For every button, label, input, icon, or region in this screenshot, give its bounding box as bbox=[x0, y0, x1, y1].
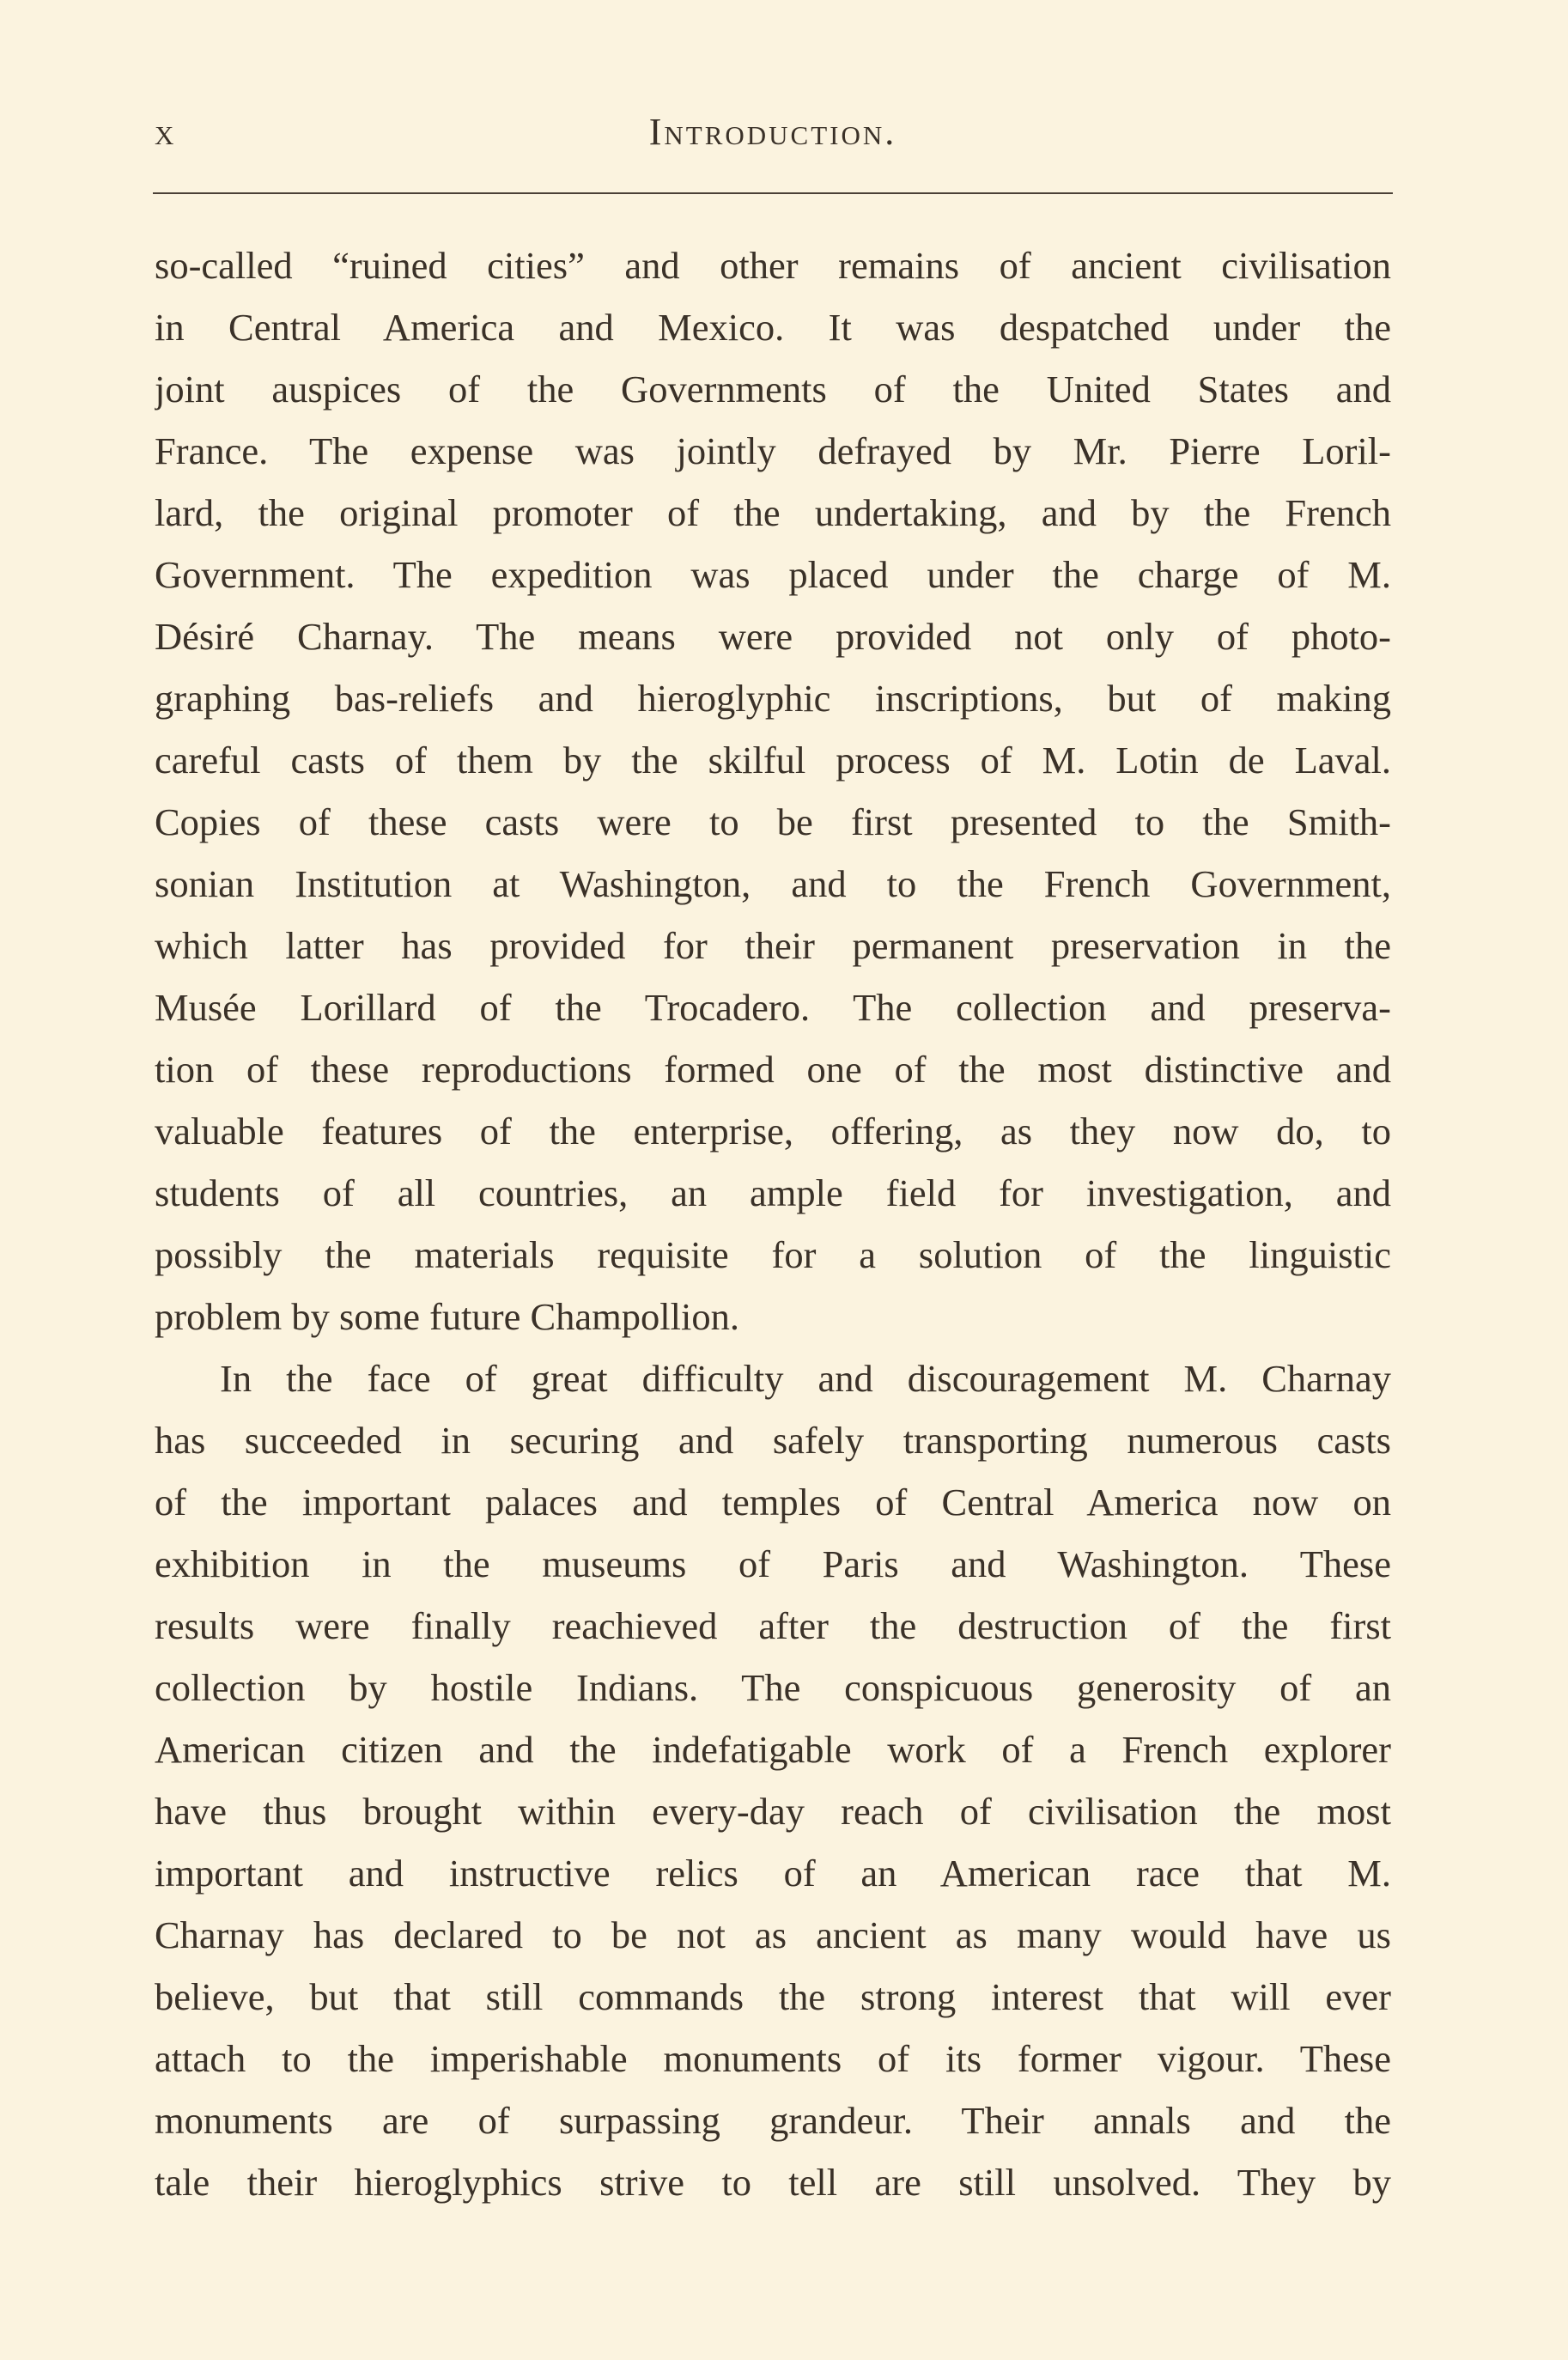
body-text bbox=[155, 234, 1391, 2213]
text-line: Copies of these casts were to be first presented to the Smith- bbox=[155, 800, 1391, 843]
text-line: tion of these reproductions formed one of the most distinctive and bbox=[155, 1048, 1391, 1091]
header-rule bbox=[153, 192, 1393, 194]
text-line: Musée Lorillard of the Trocadero. The collection and preserva- bbox=[155, 986, 1391, 1029]
text-line: joint auspices of the Governments of the United States and bbox=[155, 368, 1391, 411]
text-line: In the face of great difficulty and discouragement M. Charnay bbox=[220, 1357, 1391, 1400]
text-line: American citizen and the indefatigable work of a French explorer bbox=[155, 1728, 1391, 1771]
text-line: have thus brought within every-day reach of civilisation the most bbox=[155, 1790, 1391, 1833]
text-line: valuable features of the enterprise, offering, as they now do, to bbox=[155, 1110, 1391, 1153]
text-line: problem by some future Champollion. bbox=[155, 1295, 739, 1338]
text-line: sonian Institution at Washington, and to the French Government, bbox=[155, 862, 1391, 905]
paragraph-1 bbox=[155, 234, 1391, 1347]
text-line: Government. The expedition was placed under the charge of M. bbox=[155, 553, 1391, 596]
text-line: Désiré Charnay. The means were provided not only of photo- bbox=[155, 615, 1391, 658]
text-line: collection by hostile Indians. The conspicuous generosity of an bbox=[155, 1666, 1391, 1709]
text-line: which latter has provided for their permanent preservation in the bbox=[155, 924, 1391, 967]
page-header bbox=[155, 110, 1391, 161]
text-line: graphing bas-reliefs and hieroglyphic inscriptions, but of making bbox=[155, 677, 1391, 720]
text-line: students of all countries, an ample field for investigation, and bbox=[155, 1171, 1391, 1214]
text-line: so-called “ruined cities” and other remains of ancient civilisation bbox=[155, 244, 1391, 287]
text-line: monuments are of surpassing grandeur. Their annals and the bbox=[155, 2099, 1391, 2142]
text-line: results were finally reachieved after the destruction of the first bbox=[155, 1604, 1391, 1647]
text-line: has succeeded in securing and safely transporting numerous casts bbox=[155, 1419, 1391, 1462]
text-line: tale their hieroglyphics strive to tell are still unsolved. They by bbox=[155, 2161, 1391, 2204]
text-line: lard, the original promoter of the undertaking, and by the French bbox=[155, 491, 1391, 534]
page-number: x bbox=[155, 111, 175, 153]
text-line: of the important palaces and temples of Central America now on bbox=[155, 1481, 1391, 1524]
paragraph-2 bbox=[155, 1347, 1391, 2213]
running-title: Introduction. bbox=[648, 111, 897, 153]
text-line: possibly the materials requisite for a solution of the linguistic bbox=[155, 1233, 1391, 1276]
text-line: exhibition in the museums of Paris and Washington. These bbox=[155, 1542, 1391, 1585]
text-line: believe, but that still commands the strong interest that will ever bbox=[155, 1975, 1391, 2018]
text-line: in Central America and Mexico. It was despatched under the bbox=[155, 306, 1391, 349]
text-line: attach to the imperishable monuments of its former vigour. These bbox=[155, 2037, 1391, 2080]
text-line: France. The expense was jointly defrayed by Mr. Pierre Loril- bbox=[155, 429, 1391, 472]
text-line: important and instructive relics of an American race that M. bbox=[155, 1852, 1391, 1895]
text-line: Charnay has declared to be not as ancient as many would have us bbox=[155, 1913, 1391, 1956]
text-line: careful casts of them by the skilful process of M. Lotin de Laval. bbox=[155, 739, 1391, 782]
